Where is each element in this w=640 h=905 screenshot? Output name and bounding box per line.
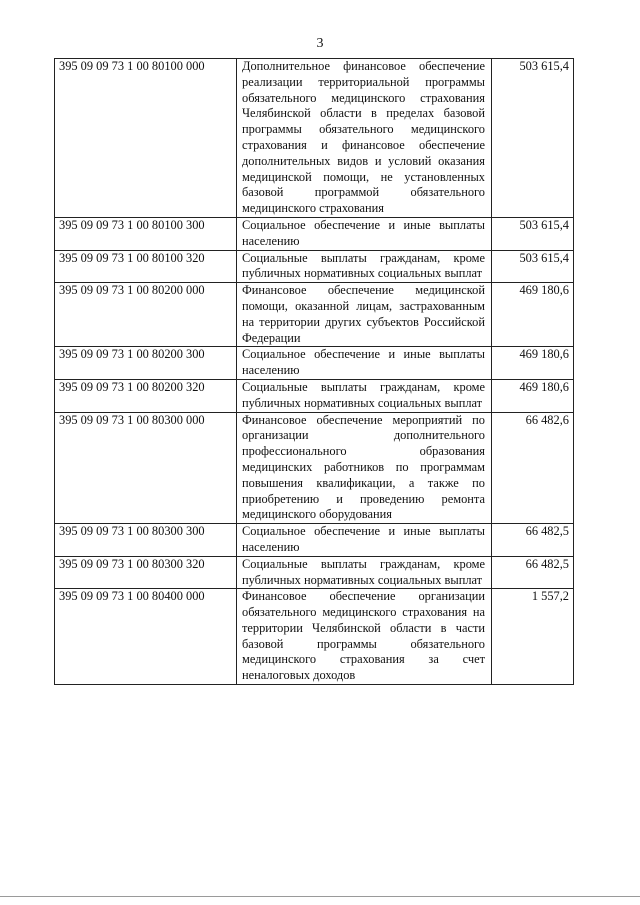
table-row	[55, 379, 574, 412]
budget-code: 395 09 09 73 1 00 80200 000	[55, 283, 237, 347]
table-row	[55, 217, 574, 250]
item-description: Социальное обеспечение и иные выплаты населению	[237, 217, 492, 250]
table-row	[55, 412, 574, 524]
budget-code: 395 09 09 73 1 00 80300 320	[55, 556, 237, 589]
table-row	[55, 589, 574, 685]
budget-code: 395 09 09 73 1 00 80100 000	[55, 59, 237, 218]
amount: 503 615,4	[492, 250, 574, 283]
budget-code: 395 09 09 73 1 00 80200 300	[55, 347, 237, 380]
budget-table	[54, 58, 574, 685]
item-description: Финансовое обеспечение мероприятий по организации дополнительного профессионального образования медицинских работников по программам повышения квалификации, а также по приобретению и проведению ремонта медицинского оборудования	[237, 412, 492, 524]
budget-code: 395 09 09 73 1 00 80400 000	[55, 589, 237, 685]
budget-code: 395 09 09 73 1 00 80100 320	[55, 250, 237, 283]
amount: 66 482,6	[492, 412, 574, 524]
page-bottom-edge	[0, 896, 640, 897]
budget-code: 395 09 09 73 1 00 80300 300	[55, 524, 237, 557]
item-description: Социальные выплаты гражданам, кроме публичных нормативных социальных выплат	[237, 250, 492, 283]
amount: 1 557,2	[492, 589, 574, 685]
item-description: Финансовое обеспечение организации обязательного медицинского страхования на территории Челябинской области в части базовой программы обязательного медицинского страхования за счет неналоговых доходов	[237, 589, 492, 685]
item-description: Финансовое обеспечение медицинской помощи, оказанной лицам, застрахованным на территории других субъектов Российской Федерации	[237, 283, 492, 347]
budget-code: 395 09 09 73 1 00 80100 300	[55, 217, 237, 250]
amount: 503 615,4	[492, 59, 574, 218]
page-number: 3	[316, 36, 324, 51]
amount: 503 615,4	[492, 217, 574, 250]
budget-code: 395 09 09 73 1 00 80300 000	[55, 412, 237, 524]
table-row	[55, 347, 574, 380]
table-row	[55, 524, 574, 557]
budget-code: 395 09 09 73 1 00 80200 320	[55, 379, 237, 412]
amount: 469 180,6	[492, 283, 574, 347]
table-row	[55, 283, 574, 347]
amount: 469 180,6	[492, 379, 574, 412]
amount: 66 482,5	[492, 556, 574, 589]
table-row	[55, 250, 574, 283]
amount: 66 482,5	[492, 524, 574, 557]
item-description: Дополнительное финансовое обеспечение реализации территориальной программы обязательного медицинского страхования Челябинской области в пределах базовой программы обязательного медицинского страхования и финансовое обеспечение дополнительных видов и условий оказания медицинской помощи, не установленных базовой программой обязательного медицинского страхования	[237, 59, 492, 218]
table-row	[55, 59, 574, 218]
item-description: Социальные выплаты гражданам, кроме публичных нормативных социальных выплат	[237, 379, 492, 412]
item-description: Социальное обеспечение и иные выплаты населению	[237, 524, 492, 557]
table-row	[55, 556, 574, 589]
item-description: Социальные выплаты гражданам, кроме публичных нормативных социальных выплат	[237, 556, 492, 589]
item-description: Социальное обеспечение и иные выплаты населению	[237, 347, 492, 380]
amount: 469 180,6	[492, 347, 574, 380]
